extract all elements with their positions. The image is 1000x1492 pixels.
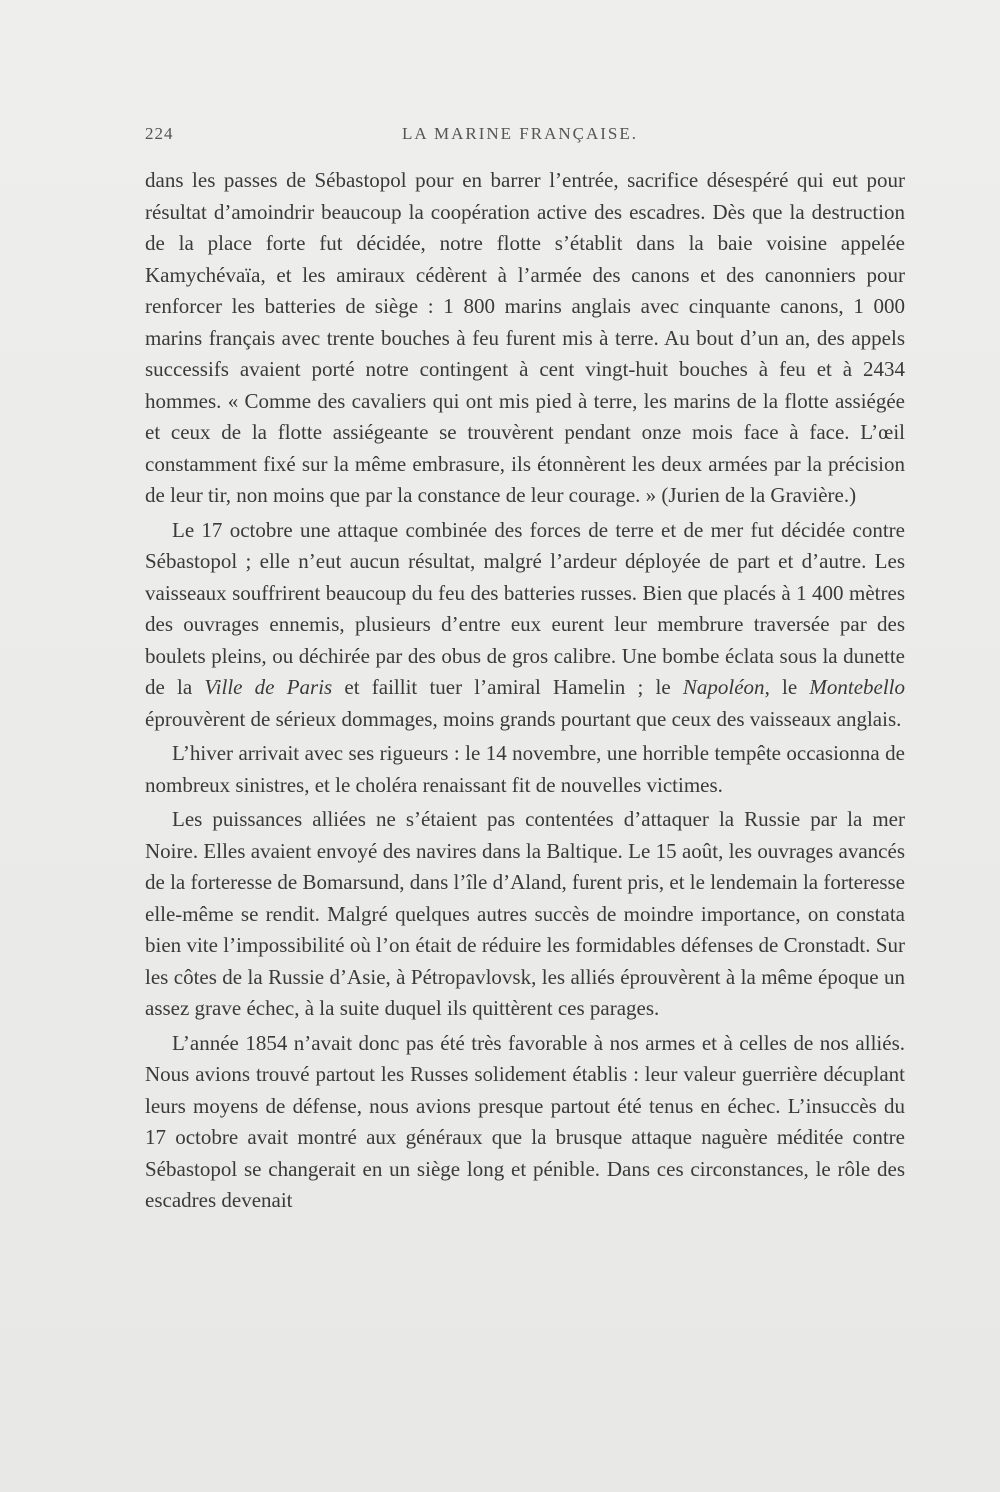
paragraph-2 xyxy=(145,515,905,736)
ship-name-napoleon: Napoléon xyxy=(682,675,765,699)
paragraph-3: L’hiver arrivait avec ses rigueurs : le 14 novembre, une horrible tempête occasionna de nombreux sinistres, et le choléra renaissant fit de nouvelles victimes. xyxy=(145,741,905,797)
ship-name-ville-de-paris: Ville de Paris xyxy=(204,675,333,699)
paragraph-5: L’année 1854 n’avait donc pas été très favorable à nos armes et à celles de nos alliés. Nous avions trouvé partout les Russes solidement établis : leur valeur guerrière décuplant leurs moyens de défense, nous avions presque partout été tenus en échec. L’insuccès du 17 octobre avait montré aux généraux que la brusque attaque naguère méditée contre Sébastopol se changerait en un siège long et pénible. Dans ces circonstances, le rôle des escadres devenait xyxy=(145,1030,905,1212)
paragraph-2-part-b: et faillit tuer l’amiral Hamelin ; le xyxy=(332,675,683,699)
paragraph-1: dans les passes de Sébastopol pour en barrer l’entrée, sacrifice désespéré qui eut pour résultat d’amoindrir beaucoup la coopération active des escadres. Dès que la destruction de la place forte fut décidée, notre flotte s’établit dans la baie voisine appelée Kamychévaïa, et les amiraux cédèrent à l’armée des canons et des canonniers pour renforcer les batteries de siège : 1 800 marins anglais avec cinquante canons, 1 000 marins français avec trente bouches à feu furent mis à terre. Au bout d’un an, des appels successifs avaient porté notre contingent à cent vingt-huit bouches à feu et à 2434 hommes. « Comme des cavaliers qui ont mis pied à terre, les marins de la flotte assiégée et ceux de la flotte assiégeante se trouvèrent pendant onze mois face à face. L’œil constamment fixé sur la même embrasure, ils étonnèrent les deux armées par la précision de leur tir, non moins que par la constance de leur courage. » (Jurien de la Gravière.) xyxy=(145,168,905,507)
running-title: LA MARINE FRANÇAISE. xyxy=(402,124,638,143)
page-header xyxy=(145,124,895,154)
page-number: 224 xyxy=(145,124,174,143)
paragraph-2-part-a: Le 17 octobre une attaque combinée des forces de terre et de mer fut décidée contre Sébastopol ; elle n’eut aucun résultat, malgré l’ardeur déployée de part et d’autre. Les vaisseaux souffrirent beaucoup du feu des batteries russes. Bien que placés à 1 400 mètres des ouvrages ennemis, plusieurs d’entre eux eurent leur membrure traversée par des boulets pleins, ou déchirée par des obus de gros calibre. Une bombe éclata sous la dunette de la xyxy=(145,517,905,699)
body-text xyxy=(145,165,905,1220)
paragraph-2-part-d: éprouvèrent de sérieux dommages, moins grands pourtant que ceux des vaisseaux anglais. xyxy=(145,706,902,731)
ship-name-montebello: Montebello xyxy=(809,675,906,699)
paragraph-4: Les puissances alliées ne s’étaient pas contentées d’attaquer la Russie par la mer Noire. Elles avaient envoyé des navires dans la Baltique. Le 15 août, les ouvrages avancés de la forteresse de Bomarsund, dans l’île d’Aland, furent pris, et le lendemain la forteresse elle-même se rendit. Malgré quelques autres succès de moindre importance, on constata bien vite l’impossibilité où l’on était de réduire les formidables défenses de Cronstadt. Sur les côtes de la Russie d’Asie, à Pétropavlovsk, les alliés éprouvèrent à la même époque un assez grave échec, à la suite duquel ils quittèrent ces parages. xyxy=(145,807,905,1020)
paragraph-2-part-c: , le xyxy=(764,675,810,699)
